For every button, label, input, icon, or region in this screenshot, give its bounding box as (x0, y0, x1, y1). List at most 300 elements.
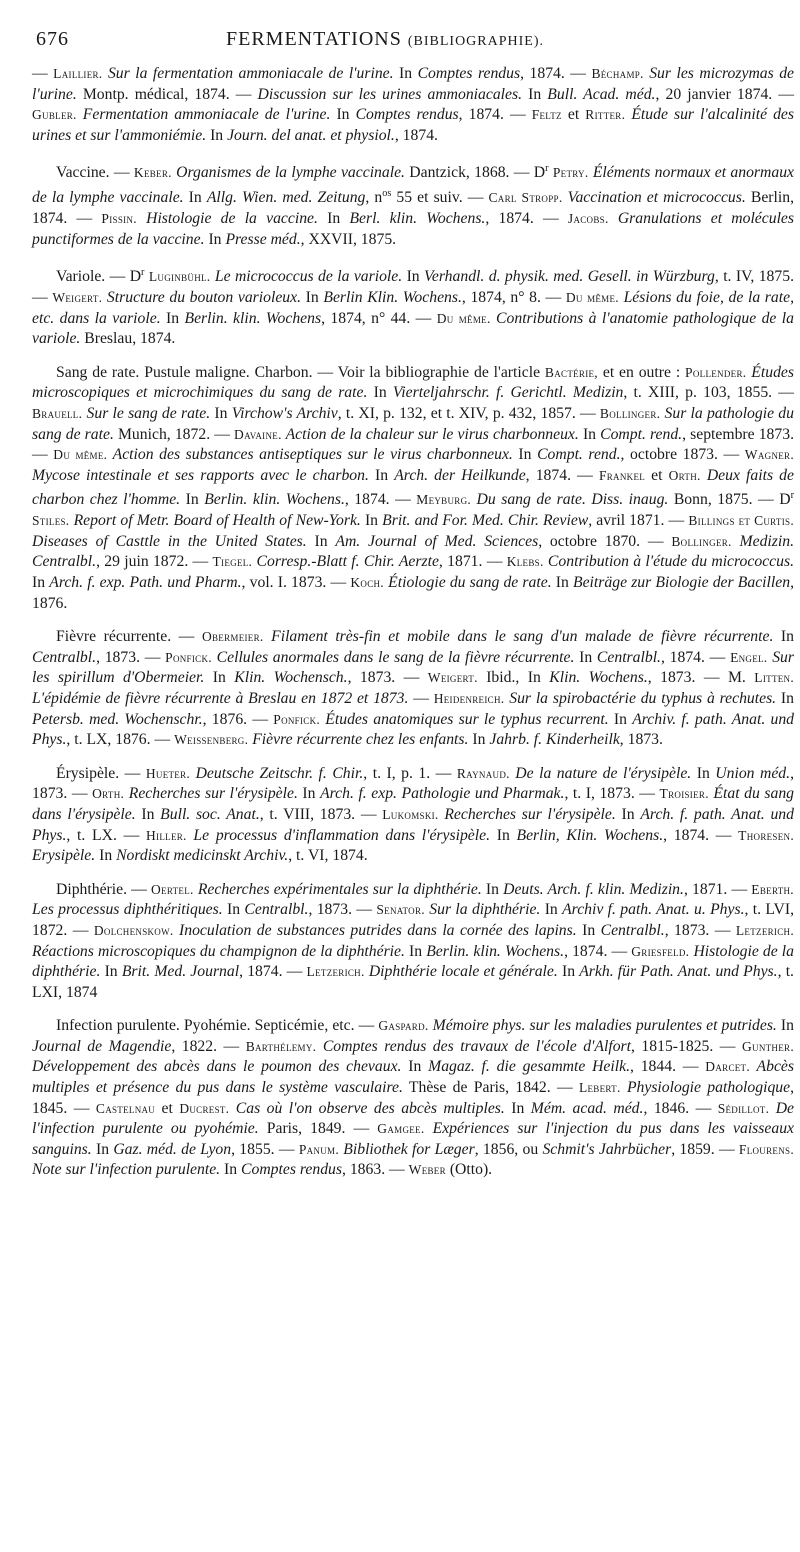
citation-title: Centralbl. (244, 901, 309, 919)
author-name: Hueter. (145, 765, 191, 781)
citation-text: , 1846. — (643, 1099, 718, 1117)
running-title-main: FERMENTATIONS (226, 28, 402, 50)
citation-title: Berlin, Klin. Wochens. (516, 826, 664, 844)
author-name: Koch. (350, 575, 384, 590)
citation-text: , 1874. — (344, 491, 417, 509)
citation-title: Cas où l'on observe des abcès multiples. (229, 1099, 505, 1117)
author-name: Wagner. (744, 447, 795, 463)
author-name: Obermeier. (201, 629, 264, 645)
citation-title: Organismes de la lymphe vaccinale. (171, 164, 405, 182)
citation-text: In (306, 532, 336, 550)
citation-text: , 1845. — (32, 1079, 795, 1117)
citation-title: Arkh. für Path. Anat. und Phys. (579, 963, 778, 981)
citation-text: In (32, 574, 50, 591)
author-name: Petry. (552, 165, 589, 181)
citation-title: Vierteljahrschr. f. Gerichtl. Medizin (392, 384, 624, 402)
para-erysipele (32, 764, 794, 867)
author-name: Laillier. (53, 66, 103, 81)
citation-title: Centralbl. (596, 648, 661, 666)
citation-title: Comptes rendus (241, 1161, 342, 1179)
author-name: Pollender. (685, 364, 747, 380)
author-name: Brauell. (32, 406, 83, 422)
citation-text: In (135, 805, 161, 823)
page-number: 676 (36, 28, 69, 50)
citation-text: In (522, 85, 548, 103)
citation-title: Magaz. f. die gesammte Heilk. (428, 1058, 630, 1076)
author-name: Ponfick. (165, 649, 212, 665)
author-name: Troisier. (659, 786, 709, 802)
citation-title: Abcès multiples et présence du pus dans le système vasculaire. (32, 1058, 794, 1097)
citation-title: Arch. der Heilkunde (394, 466, 526, 484)
citation-title: Le micrococcus de la variole. (210, 268, 403, 286)
citation-text: In (401, 1058, 429, 1076)
para-variole (32, 263, 794, 350)
citation-title: Physiologie pathologique (620, 1079, 791, 1097)
para-urine (32, 64, 794, 146)
citation-title: Note sur l'infection purulente. (32, 1161, 221, 1179)
citation-text: Thèse de Paris, 1842. — (402, 1079, 579, 1097)
citation-text: In (574, 648, 597, 666)
citation-title: Sur la spirobactérie du typhus à rechutes. (504, 689, 777, 707)
author-name: Feltz (531, 107, 562, 123)
citation-text: , 1874. — (660, 648, 731, 666)
citation-text: , n (365, 189, 383, 207)
citation-text: , 1855. — (231, 1140, 299, 1158)
citation-title: Arch. f. exp. Pathologie und Pharmak. (320, 785, 565, 803)
citation-text: In (317, 210, 350, 228)
citation-title: De la nature de l'érysipèle. (509, 764, 692, 782)
author-name: Letzerich. (735, 922, 795, 938)
citation-text: In (402, 268, 425, 286)
citation-text: , octobre 1870. — (538, 532, 672, 550)
author-name: Raynaud. (456, 765, 510, 781)
author-name: Du même. (53, 447, 108, 463)
citation-text: , XXVII, 1875. (300, 230, 397, 248)
citation-text: Sang de rate. Pustule maligne. Charbon. — Voir la bibliographie de l'article (56, 363, 545, 381)
citation-title: Le processus d'inflammation dans l'érysipèle. (186, 826, 491, 844)
citation-text: In (368, 466, 395, 484)
citation-title: Comptes rendus (417, 65, 521, 82)
author-name: Orth. (92, 786, 125, 802)
citation-text: In (557, 963, 580, 981)
author-name: Barthélemy. (245, 1038, 317, 1054)
citation-text: , 1856, ou (474, 1140, 543, 1158)
citation-text: In (206, 126, 228, 144)
citation-title: Centralbl. (32, 648, 97, 666)
citation-text: , t. VI, 1874. (288, 847, 368, 865)
citation-title: Développement des abcès dans le poumon des chevaux. (32, 1058, 402, 1076)
author-name: Senator. (376, 902, 425, 918)
citation-title: Fièvre récurrente chez les enfants. (248, 731, 469, 749)
citation-title: Étiologie du sang de rate. (384, 574, 552, 591)
citation-title: Bull. soc. Anat. (160, 805, 260, 823)
citation-text: Variole. — D (56, 268, 142, 286)
citation-text: In (301, 289, 324, 307)
citation-title: Sur la pathologie du sang de rate. (32, 405, 794, 443)
citation-text: Montp. médical, 1874. — (76, 85, 258, 103)
citation-text: Fièvre récurrente. — (56, 628, 202, 646)
citation-text: , 1873. — (347, 669, 428, 687)
citation-text: , 1874. — (525, 466, 599, 484)
author-name: Thoresen. (738, 827, 794, 843)
citation-text: , t. VIII, 1873. — (259, 805, 383, 823)
citation-text: , 1874, n° 8. — (461, 289, 566, 307)
citation-title: Virchow's Archiv (231, 405, 338, 423)
citation-title: Verhandl. d. physik. med. Gesell. in Würzburg (424, 268, 715, 286)
citation-title: Journ. del anat. et physiol. (227, 126, 395, 144)
citation-text: , 1873. — (664, 921, 736, 939)
citation-text: , 1873. — (32, 764, 794, 803)
citation-text: In (204, 230, 226, 248)
citation-title: Inoculation de substances putrides dans la cornée des lapins. (173, 921, 577, 939)
citation-title: Filament très-fin et mobile dans le sang d'un malade de fièvre récurrente. (263, 628, 774, 646)
author-name: Orth. (668, 467, 701, 483)
citation-text: Breslau, 1874. (80, 330, 176, 348)
citation-title: Granulations et molécules punctiformes de la vaccine. (32, 210, 794, 248)
author-name: Gubler. (32, 107, 77, 123)
citation-title: Archiv. f. path. Anat. und Phys. (32, 710, 795, 749)
citation-title: Éléments normaux et anormaux de la lymphe vaccinale. (32, 164, 795, 207)
citation-title: Du sang de rate. Diss. inaug. (471, 491, 669, 509)
author-name: Dolchenskow. (93, 922, 174, 938)
citation-text: In (393, 65, 418, 82)
citation-text: , 1876. — (202, 710, 274, 728)
citation-text: , 1873. — (96, 648, 166, 666)
citation-text: Bonn, 1875. — D (668, 491, 791, 509)
citation-title: Histologie de la vaccine. (136, 210, 318, 228)
citation-text: , 1874. — (458, 106, 532, 124)
citation-text: In (773, 628, 794, 646)
author-name: Klebs. (506, 554, 544, 570)
citation-text: In (360, 512, 383, 530)
author-name: Castelnau (95, 1100, 156, 1116)
citation-text: , vol. I. 1873. — (241, 574, 351, 591)
citation-title: Mémoire phys. sur les maladies purulentes et putrides. (428, 1017, 777, 1035)
citation-text: In (183, 189, 207, 207)
running-title-sub: (BIBLIOGRAPHIE). (407, 34, 545, 49)
citation-title: Arch. f. path. Anat. und Phys. (32, 805, 794, 844)
citation-text: r (545, 163, 549, 175)
citation-text: In (297, 785, 321, 803)
citation-text: Paris, 1849. — (258, 1120, 378, 1138)
citation-title: Diseases of Casttle in the United States. (32, 532, 307, 550)
para-infection-purulente (32, 1016, 794, 1181)
citation-text: , 1815-1825. — (631, 1037, 742, 1055)
citation-text: , 1844. — (630, 1058, 706, 1076)
citation-title: Centralbl. (600, 921, 665, 939)
citation-title: Compt. rend. (600, 425, 683, 443)
citation-text: , octobre 1873. — (620, 446, 745, 464)
author-name: Panum. (298, 1141, 340, 1157)
citation-text: In (776, 689, 794, 707)
citation-title: Jahrb. f. Kinderheilk (489, 731, 620, 749)
citation-title: Allg. Wien. med. Zeitung (206, 189, 366, 207)
citation-title: Action des substances antiseptiques sur le virus charbonneux. (107, 446, 513, 464)
citation-title: Lésions du foie, de la rate, etc. dans la variole. (32, 289, 794, 327)
citation-title: Cellules anormales dans le sang de la fièvre récurrente. (211, 648, 575, 666)
citation-title: L'épidémie de fièvre récurrente à Breslau en 1872 et 1873. (32, 689, 409, 707)
citation-text: , 1874. — (663, 826, 739, 844)
citation-title: Diphthérie locale et générale. (364, 963, 558, 981)
citation-title: Comptes rendus des travaux de l'école d'Alfort (316, 1037, 632, 1055)
citation-text: In (490, 826, 517, 844)
citation-title: Berl. klin. Wochens. (349, 210, 486, 228)
author-name: Béchamp. (591, 66, 644, 81)
citation-text: et (561, 106, 586, 124)
author-name: Ponfick. (273, 711, 321, 727)
author-name: Flourens. (738, 1141, 794, 1157)
citation-text: In (180, 491, 205, 509)
citation-text: , 1863. — (341, 1161, 409, 1179)
page-header (36, 28, 780, 58)
citation-text: In (222, 901, 245, 919)
author-name: Jacobs. (567, 211, 609, 227)
citation-text: , t. IV, 1875. — (32, 268, 794, 307)
citation-text: In (204, 669, 235, 687)
citation-title: Expériences sur l'injection du pus dans les vaisseaux sanguins. (32, 1120, 795, 1158)
citation-text: In (330, 106, 356, 124)
citation-text: et en outre : (597, 363, 686, 381)
author-name: Carl Stropp. (488, 190, 563, 206)
citation-text: In (91, 1140, 114, 1158)
author-name: Weigert. (427, 670, 478, 686)
citation-text: r (141, 267, 145, 279)
citation-title: Structure du bouton varioleux. (102, 289, 302, 307)
citation-title: Deutsche Zeitschr. f. Chir. (190, 764, 364, 782)
citation-title: Report of Metr. Board of Health of New-York. (69, 512, 361, 530)
author-name: Davaine. (234, 426, 282, 442)
citation-title: Corresp.-Blatt f. Chir. Aerzte (252, 553, 439, 571)
citation-title: Action de la chaleur sur le virus charbonneux. (281, 425, 579, 443)
author-name: Du même. (436, 310, 491, 326)
citation-text: In (481, 880, 504, 898)
citation-title: Contribution à l'étude du micrococcus. (543, 553, 794, 571)
citation-text: (Otto). (445, 1161, 493, 1179)
bibliography-text (32, 64, 794, 1194)
citation-title: Fermentation ammoniacale de l'urine. (76, 106, 331, 124)
author-name: Luginbühl. (148, 269, 211, 285)
citation-title: Petersb. med. Wochenschr. (32, 710, 203, 728)
para-vaccine (32, 159, 794, 250)
citation-text: In (468, 731, 490, 749)
author-name: Pissin. (101, 211, 137, 227)
citation-title: Nordiskt medicinskt Archiv. (116, 847, 289, 865)
citation-title: Bull. Acad. méd. (547, 85, 656, 103)
author-name: Weber (408, 1162, 446, 1178)
author-name: Meyburg. (416, 492, 472, 508)
citation-text: , 1874. (394, 126, 438, 144)
author-name: Weigert. (52, 290, 103, 306)
author-name: Gamgee. (377, 1121, 425, 1137)
citation-text: , 1874. — (520, 65, 592, 82)
citation-text: In (691, 764, 716, 782)
citation-text: Diphthérie. — (56, 880, 151, 898)
author-name: Keber. (133, 165, 172, 181)
citation-text: , 1873. (619, 731, 663, 749)
citation-text: In (578, 425, 601, 443)
citation-text: , 1873. — M. (647, 669, 755, 687)
para-diphtherie (32, 880, 794, 1004)
citation-text: Ibid., In (477, 669, 550, 687)
citation-text: , 1871. — (683, 880, 752, 898)
citation-title: Deuts. Arch. f. klin. Medizin. (503, 880, 684, 898)
author-name: Du même. (565, 290, 619, 306)
citation-title: Contributions à l'anatomie pathologique de la variole. (32, 309, 794, 348)
citation-text: In (576, 921, 601, 939)
citation-text: In (608, 710, 633, 728)
citation-text: Dantzick, 1868. — D (404, 164, 546, 182)
author-name: Frankel (598, 467, 646, 483)
author-name: Bactérie, (544, 364, 598, 380)
citation-title: Klin. Wochensch. (234, 669, 348, 687)
author-name: Lukomski. (382, 806, 439, 822)
author-name: Stiles. (32, 513, 70, 529)
author-name: Oertel. (151, 881, 194, 897)
citation-text: — (408, 689, 434, 707)
citation-text: , t. LX, 1876. — (66, 731, 175, 749)
citation-title: Réactions microscopiques du champignon de la diphthérie. (32, 942, 405, 960)
citation-title: Sur les spirillum d'Obermeier. (32, 648, 795, 687)
citation-text: Vaccine. — (56, 164, 134, 182)
citation-text: In (512, 446, 538, 464)
citation-title: Compt. rend. (537, 446, 621, 464)
citation-text: , 1874. — (564, 942, 632, 960)
author-name: Sédillot. (717, 1100, 770, 1116)
citation-title: Union méd. (715, 764, 791, 782)
author-name: Billings et Curtis. (688, 513, 795, 529)
citation-title: Sur le sang de rate. (82, 405, 211, 423)
citation-title: Bibliothek for Læger (339, 1140, 475, 1158)
citation-title: Arch. f. exp. Path. und Pharm. (49, 574, 242, 591)
citation-title: Brit. and For. Med. Chir. Review (382, 512, 589, 530)
citation-text: et (645, 466, 669, 484)
citation-text: , avril 1871. — (588, 512, 689, 530)
citation-text: Érysipèle. — (56, 764, 146, 782)
citation-title: Beiträge zur Biologie der Bacillen (573, 574, 791, 591)
author-name: Hiller. (146, 827, 187, 843)
citation-text: , t. I, p. 1. — (363, 764, 457, 782)
citation-title: Erysipèle. (32, 847, 96, 865)
citation-text: Infection purulente. Pyohémie. Septicémie, etc. — (56, 1017, 379, 1035)
citation-text: In (776, 1017, 794, 1035)
citation-title: Klin. Wochens. (549, 669, 648, 687)
citation-title: Berlin Klin. Wochens. (323, 289, 462, 307)
citation-text: In (551, 574, 574, 591)
citation-text: , t. XI, p. 132, et t. XIV, p. 432, 1857. — (337, 405, 600, 423)
citation-title: Journal de Magendie (32, 1037, 172, 1055)
author-name: Bollinger. (599, 406, 661, 422)
citation-title: De l'infection purulente ou pyohémie. (32, 1099, 795, 1138)
citation-title: Brit. Med. Journal (121, 963, 240, 981)
citation-text: 55 et suiv. — (391, 189, 489, 207)
author-name: Griesfeld. (631, 943, 690, 959)
para-fievre-recurrente (32, 627, 794, 751)
citation-title: Études anatomiques sur le typhus recurrent. (320, 710, 609, 728)
citation-text: , t. LXI, 1874 (32, 963, 794, 1001)
citation-title: Am. Journal of Med. Sciences (335, 532, 539, 550)
citation-title: Mém. acad. méd. (530, 1099, 644, 1117)
author-name: Eberth. (751, 881, 794, 897)
citation-title: Recherches sur l'érysipèle. (438, 805, 616, 823)
citation-text: Munich, 1872. — (113, 425, 235, 443)
citation-text: In (95, 847, 117, 865)
citation-text: , 1873. — (308, 901, 377, 919)
citation-text: In (367, 384, 393, 402)
citation-title: Études microscopiques et microchimiques du sang de rate. (32, 363, 794, 402)
citation-text: In (220, 1161, 242, 1179)
citation-text: In (210, 405, 232, 423)
citation-text: , 1859. — (671, 1140, 739, 1158)
citation-text: , 1874. — (239, 963, 307, 981)
author-name: Tiegel. (212, 554, 253, 570)
citation-title: Archiv f. path. Anat. u. Phys. (562, 901, 745, 919)
citation-title: Schmit's Jahrbücher (542, 1140, 672, 1158)
citation-title: Deux faits de charbon chez l'homme. (32, 466, 794, 509)
citation-title: État du sang dans l'érysipèle. (32, 785, 795, 823)
citation-title: Comptes rendus (355, 106, 459, 124)
author-name: Lebert. (578, 1080, 621, 1096)
citation-title: Berlin. klin. Wochens (184, 309, 322, 327)
citation-text: In (100, 963, 122, 981)
citation-text: , t. LVI, 1872. — (32, 901, 794, 939)
citation-title: Sur la fermentation ammoniacale de l'urine. (102, 65, 394, 82)
citation-text: In (540, 901, 563, 919)
author-name: Heidenreich. (433, 690, 505, 706)
citation-title: Berlin. klin. Wochens. (204, 491, 345, 509)
citation-title: Mycose intestinale et ses rapports avec le charbon. (32, 466, 369, 484)
author-name: Ducrest. (179, 1100, 230, 1116)
citation-title: Étude sur l'alcalinité des urines et sur l'ammoniémie. (32, 106, 794, 144)
citation-text: , 20 janvier 1874. — (655, 85, 795, 103)
citation-text: — (32, 65, 54, 82)
citation-text: , 1874. — (485, 210, 568, 228)
citation-title: Histologie de la diphthérie. (32, 942, 795, 981)
citation-title: Presse méd. (225, 230, 301, 248)
author-name: Weissenberg. (174, 732, 249, 748)
citation-text: In (504, 1099, 531, 1117)
citation-text: , t. XIII, p. 103, 1855. — (623, 384, 794, 402)
citation-title: Medizin. Centralbl. (32, 532, 794, 571)
author-name: Bollinger. (671, 533, 732, 549)
author-name: Engel. (730, 649, 768, 665)
citation-title: Discussion sur les urines ammoniacales. (257, 85, 523, 103)
citation-text: , 1876. (32, 574, 794, 612)
citation-text: In (404, 942, 427, 960)
citation-title: Recherches sur l'érysipèle. (124, 785, 298, 803)
citation-text: os (382, 188, 392, 200)
citation-text: , 1871. — (438, 553, 507, 571)
citation-text: , t. I, 1873. — (564, 785, 660, 803)
author-name: Letzerich. (306, 964, 365, 980)
citation-title: Berlin. klin. Wochens. (426, 942, 565, 960)
para-sang-de-rate (32, 363, 794, 614)
citation-title: Sur la diphthérie. (424, 901, 541, 919)
citation-title: Sur les microzymas de l'urine. (32, 65, 795, 103)
citation-text: In (615, 805, 641, 823)
citation-text: , 1822. — (171, 1037, 246, 1055)
citation-title: Vaccination et micrococcus. (562, 189, 746, 207)
citation-text: , septembre 1873. — (32, 425, 795, 464)
running-title (226, 28, 544, 51)
author-name: Darcet. (705, 1059, 751, 1075)
citation-title: Recherches expérimentales sur la diphthérie. (193, 880, 482, 898)
citation-text: r (790, 490, 794, 502)
citation-text: Berlin, 1874. — (32, 189, 794, 228)
author-name: Ritter. (585, 107, 626, 123)
author-name: Litten. (754, 670, 795, 686)
citation-text: et (155, 1099, 180, 1117)
citation-text: , t. LX. — (66, 826, 146, 844)
